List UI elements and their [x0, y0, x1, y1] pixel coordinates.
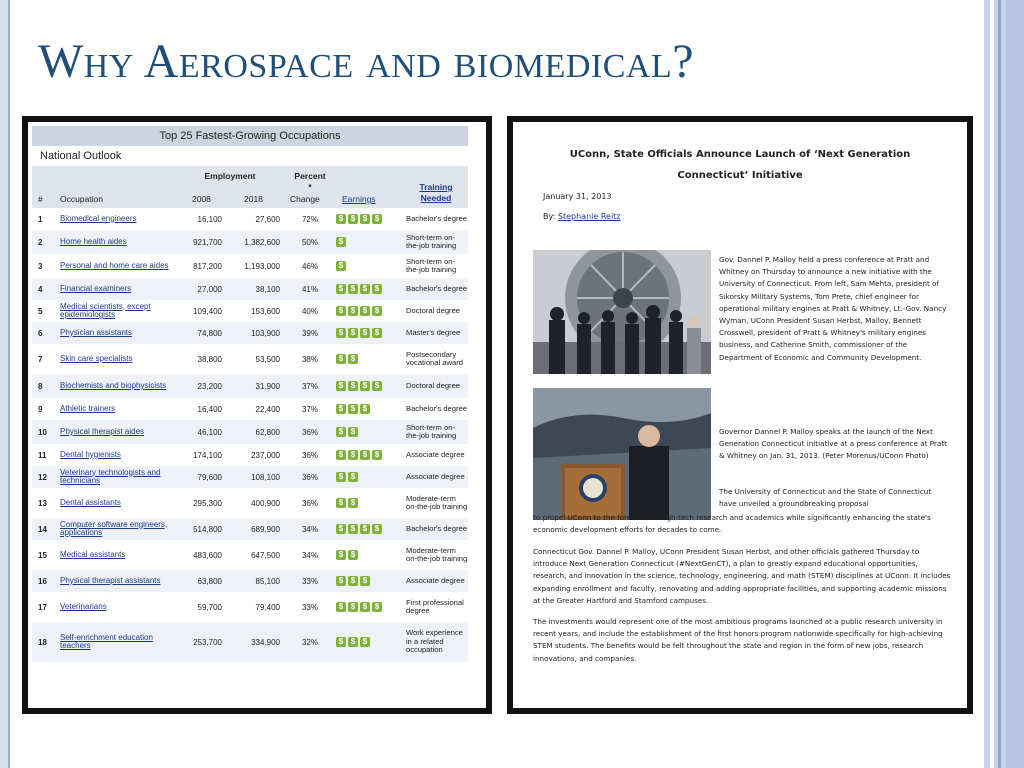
training-needed: Associate degree	[406, 449, 465, 459]
employment-2008: 253,700	[193, 637, 222, 647]
earnings-rating	[336, 208, 384, 230]
row-number: 16	[38, 576, 47, 586]
earnings-rating	[336, 518, 384, 540]
header-employment: Employment	[204, 171, 256, 181]
dollar-icon: $	[336, 498, 346, 508]
header-earnings: Earnings	[342, 194, 376, 204]
dollar-icon: $	[360, 576, 370, 586]
percent-change: 46%	[301, 261, 318, 271]
occupations-table-image	[22, 116, 492, 714]
row-number: 10	[38, 427, 47, 437]
dollar-icon: $	[360, 602, 370, 612]
press-conference-photo	[533, 250, 711, 374]
training-needed: Moderate-term on-the-job training	[406, 545, 468, 563]
occupation-link[interactable]: Dental hygienists	[60, 449, 121, 459]
dollar-icon: $	[336, 450, 346, 460]
employment-2018: 153,600	[251, 306, 280, 316]
row-number: 13	[38, 498, 47, 508]
row-number: 6	[38, 328, 43, 338]
table-row	[32, 444, 468, 466]
percent-change: 36%	[301, 450, 318, 460]
dollar-icon: $	[348, 427, 358, 437]
dollar-icon: $	[360, 381, 370, 391]
occupation-link[interactable]: Veterinary technologists and technicians	[60, 467, 161, 485]
employment-2008: 921,700	[193, 237, 222, 247]
training-needed: Associate degree	[406, 471, 465, 481]
dollar-icon: $	[348, 284, 358, 294]
slide-left-border	[0, 0, 10, 768]
percent-change: 32%	[301, 637, 318, 647]
row-number: 11	[38, 450, 47, 460]
header-change: Change	[290, 194, 320, 204]
row-number: 17	[38, 602, 47, 612]
earnings-rating	[336, 278, 384, 300]
dollar-icon: $	[348, 472, 358, 482]
training-needed: Short-term on-the-job training	[406, 422, 457, 440]
slide-title: Why Aerospace and biomedical?	[38, 35, 695, 88]
employment-2018: 38,100	[255, 284, 280, 294]
employment-2008: 27,000	[197, 284, 222, 294]
percent-change: 36%	[301, 472, 318, 482]
article-title: UConn, State Officials Announce Launch of ‘Next Generation Connecticut’ Initiative	[569, 149, 911, 181]
header-occupation: Occupation	[60, 194, 103, 204]
training-needed: Bachelor's degree	[406, 213, 467, 223]
row-number: 15	[38, 550, 47, 560]
earnings-rating	[336, 540, 360, 570]
table-row	[32, 278, 468, 300]
employment-2008: 514,800	[193, 524, 222, 534]
percent-change: 36%	[301, 498, 318, 508]
dollar-icon: $	[336, 306, 346, 316]
byline-label: By:	[543, 212, 556, 221]
dollar-icon: $	[372, 524, 382, 534]
dollar-icon: $	[348, 381, 358, 391]
training-needed: Master's degree	[406, 327, 461, 337]
row-number: 12	[38, 472, 47, 482]
percent-change: 34%	[301, 524, 318, 534]
percent-change: 37%	[301, 381, 318, 391]
dollar-icon: $	[336, 404, 346, 414]
table-row	[32, 300, 468, 322]
earnings-rating	[336, 322, 384, 344]
article-date: January 31, 2013	[543, 192, 612, 201]
dollar-icon: $	[372, 328, 382, 338]
dollar-icon: $	[336, 328, 346, 338]
training-needed: Doctoral degree	[406, 380, 461, 390]
employment-2008: 483,600	[193, 550, 222, 560]
dollar-icon: $	[348, 524, 358, 534]
occupation-link[interactable]: Biochemists and biophysicists	[60, 380, 167, 390]
employment-2008: 59,700	[197, 602, 222, 612]
dollar-icon: $	[336, 261, 346, 271]
training-needed: Bachelor's degree	[406, 403, 467, 413]
table-row	[32, 208, 468, 230]
earnings-rating	[336, 398, 372, 420]
training-needed: Associate degree	[406, 575, 465, 585]
dollar-icon: $	[360, 404, 370, 414]
occupation-link[interactable]: Biomedical engineers	[60, 213, 137, 223]
employment-2018: 85,100	[255, 576, 280, 586]
employment-2018: 31,900	[255, 381, 280, 391]
employment-2008: 817,200	[193, 261, 222, 271]
occupation-link[interactable]: Veterinarians	[60, 601, 107, 611]
percent-change: 37%	[301, 404, 318, 414]
row-number: 9	[38, 404, 43, 414]
row-number: 18	[38, 637, 47, 647]
row-number: 3	[38, 261, 43, 271]
employment-2008: 38,800	[197, 354, 222, 364]
article-byline	[543, 212, 621, 221]
article-paragraph-3: The investments would represent one of the most ambitious programs launched at a public research university in recent years, and include the establishment of the first honors program nationwide specifically for high-achieving STEM students. The benefits would be felt throughout the state and region in the form of new jobs, research innovations, and companies.	[533, 617, 943, 663]
earnings-rating	[336, 420, 360, 444]
earnings-rating	[336, 570, 372, 592]
dollar-icon: $	[372, 306, 382, 316]
employment-2018: 647,500	[251, 550, 280, 560]
training-needed: Moderate-term on-the-job training	[406, 493, 468, 511]
dollar-icon: $	[372, 284, 382, 294]
dollar-icon: $	[360, 328, 370, 338]
dollar-icon: $	[348, 306, 358, 316]
table-row	[32, 344, 468, 374]
training-needed: First professional degree	[406, 597, 464, 615]
occupation-link[interactable]: Physical therapist aides	[60, 426, 145, 436]
dollar-icon: $	[372, 381, 382, 391]
dollar-icon: $	[348, 498, 358, 508]
training-needed: Doctoral degree	[406, 305, 461, 315]
table-subtitle: National Outlook	[40, 150, 122, 162]
occupation-link[interactable]: Financial examiners	[60, 283, 132, 293]
employment-2008: 23,200	[197, 381, 222, 391]
article-paragraph-1: to propel UConn to the forefront of high-tech research and academics while significantly enhancing the state's economic development efforts for decades to come.	[533, 513, 931, 535]
dollar-icon: $	[360, 637, 370, 647]
dollar-icon: $	[336, 214, 346, 224]
header-percent-star: *	[308, 182, 312, 192]
earnings-rating	[336, 300, 384, 322]
dollar-icon: $	[348, 214, 358, 224]
employment-2008: 63,800	[197, 576, 222, 586]
occupation-link[interactable]: Athletic trainers	[60, 403, 116, 413]
employment-2018: 237,000	[251, 450, 280, 460]
training-needed: Short-term on-the-job training	[406, 256, 457, 274]
dollar-icon: $	[372, 214, 382, 224]
earnings-rating	[336, 344, 360, 374]
dollar-icon: $	[336, 237, 346, 247]
table-row	[32, 488, 468, 518]
header-2018: 2018	[244, 194, 263, 204]
photo2-caption: Governor Dannel P. Malloy speaks at the launch of the Next Generation Connecticut initiative at a press conference at Pratt & Whitney on Jan. 31, 2013. (Peter Morenus/UConn Photo)	[719, 427, 948, 461]
table-row	[32, 254, 468, 278]
occupation-link[interactable]: Home health aides	[60, 236, 127, 246]
dollar-icon: $	[348, 602, 358, 612]
table-row	[32, 322, 468, 344]
employment-2018: 62,800	[255, 427, 280, 437]
header-2008: 2008	[192, 194, 211, 204]
training-needed: Work experience in a related occupation	[406, 628, 463, 655]
table-row	[32, 540, 468, 570]
row-number: 8	[38, 381, 43, 391]
governor-speech-photo	[533, 388, 711, 520]
table-title: Top 25 Fastest-Growing Occupations	[32, 126, 468, 146]
employment-2018: 79,400	[255, 602, 280, 612]
row-number: 1	[38, 214, 43, 224]
news-article-image	[507, 116, 973, 714]
dollar-icon: $	[360, 214, 370, 224]
dollar-icon: $	[360, 524, 370, 534]
row-number: 4	[38, 284, 43, 294]
dollar-icon: $	[336, 427, 346, 437]
dollar-icon: $	[372, 602, 382, 612]
dollar-icon: $	[348, 550, 358, 560]
dollar-icon: $	[372, 450, 382, 460]
table-row	[32, 466, 468, 488]
earnings-rating	[336, 254, 348, 278]
percent-change: 41%	[301, 284, 318, 294]
percent-change: 34%	[301, 550, 318, 560]
table-row	[32, 592, 468, 622]
dollar-icon: $	[336, 381, 346, 391]
employment-2018: 1,382,600	[244, 237, 280, 247]
dollar-icon: $	[348, 637, 358, 647]
slide-right-border	[984, 0, 1024, 768]
dollar-icon: $	[348, 576, 358, 586]
employment-2008: 109,400	[193, 306, 222, 316]
table-body	[32, 208, 468, 662]
header-num: #	[38, 194, 43, 204]
author-link[interactable]: Stephanie Reitz	[557, 212, 621, 221]
employment-2018: 1,193,000	[244, 261, 280, 271]
dollar-icon: $	[336, 354, 346, 364]
table-row	[32, 374, 468, 398]
table-row	[32, 570, 468, 592]
employment-2008: 16,100	[197, 214, 222, 224]
percent-change: 50%	[301, 237, 318, 247]
employment-2008: 16,400	[197, 404, 222, 414]
percent-change: 38%	[301, 354, 318, 364]
occupation-link[interactable]: Medical assistants	[60, 549, 126, 559]
table-row	[32, 230, 468, 254]
header-training-2: Needed	[420, 193, 452, 203]
earnings-rating	[336, 488, 360, 518]
occupation-link[interactable]: Skin care specialists	[60, 353, 133, 363]
training-needed: Postsecondary vocational award	[406, 349, 463, 367]
occupation-link[interactable]: Dental assistants	[60, 497, 121, 507]
employment-2008: 46,100	[197, 427, 222, 437]
percent-change: 40%	[301, 306, 318, 316]
earnings-rating	[336, 444, 384, 466]
dollar-icon: $	[336, 550, 346, 560]
training-needed: Short-term on-the-job training	[406, 232, 457, 250]
row-number: 7	[38, 354, 43, 364]
employment-2018: 27,600	[255, 214, 280, 224]
occupation-link[interactable]: Physical therapist assistants	[60, 575, 161, 585]
occupation-link[interactable]: Personal and home care aides	[60, 260, 169, 270]
employment-2018: 400,900	[251, 498, 280, 508]
dollar-icon: $	[336, 602, 346, 612]
earnings-rating	[336, 230, 348, 254]
percent-change: 33%	[301, 576, 318, 586]
percent-change: 36%	[301, 427, 318, 437]
employment-2018: 334,900	[251, 637, 280, 647]
dollar-icon: $	[360, 284, 370, 294]
employment-2008: 174,100	[193, 450, 222, 460]
dollar-icon: $	[348, 404, 358, 414]
percent-change: 33%	[301, 602, 318, 612]
occupation-link[interactable]: Physician assistants	[60, 327, 133, 337]
dollar-icon: $	[336, 524, 346, 534]
table-row	[32, 420, 468, 444]
employment-2018: 108,100	[251, 472, 280, 482]
occupation-link[interactable]: Self-enrichment education teachers	[60, 632, 153, 650]
photo1-caption: Gov. Dannel P. Malloy held a press conference at Pratt and Whitney on Thursday to announce a new initiative with the University of Connecticut. From left, Sam Mehta, president of Sikorsky Military Systems, Tom Prete, chief engineer for operational military engines at Pratt & Whitney, Lt.-Gov. Nancy Wyman, UConn President Susan Herbst, Malloy, Bennett Crosswell, president of Pratt & Whitney's military engines business, and Catherine Smith, commissioner of the Department of Economic and Community Development.	[719, 255, 947, 362]
table-row	[32, 622, 468, 662]
dollar-icon: $	[348, 328, 358, 338]
header-training-1: Training	[419, 182, 453, 192]
article-paragraph-2: Connecticut Gov. Dannel P. Malloy, UConn President Susan Herbst, and other officials gathered Thursday to introduce Next Generation Connecticut (#NextGenCT), a plan to greatly expand educational opportunities, research, and innovation in the science, technology, engineering, and math (STEM) disciplines at UConn. It includes expanding enrollment and faculty, renovating and adding appropriate facilities, and supporting academic missions at the Greater Hartford and Stamford campuses.	[533, 547, 951, 605]
dollar-icon: $	[360, 306, 370, 316]
training-needed: Bachelor's degree	[406, 523, 467, 533]
percent-change: 39%	[301, 328, 318, 338]
row-number: 2	[38, 237, 43, 247]
table-header	[32, 166, 468, 208]
table-row	[32, 518, 468, 540]
dollar-icon: $	[360, 450, 370, 460]
article-intro: The University of Connecticut and the State of Connecticut have unveiled a groundbreaking proposal	[719, 487, 932, 509]
occupation-link[interactable]: Computer software engineers, applications	[60, 519, 168, 537]
dollar-icon: $	[348, 450, 358, 460]
earnings-rating	[336, 374, 384, 398]
employment-2018: 103,900	[251, 328, 280, 338]
dollar-icon: $	[336, 472, 346, 482]
row-number: 14	[38, 524, 47, 534]
dollar-icon: $	[336, 284, 346, 294]
employment-2018: 22,400	[255, 404, 280, 414]
employment-2008: 74,800	[197, 328, 222, 338]
earnings-rating	[336, 466, 360, 488]
table-row	[32, 398, 468, 420]
dollar-icon: $	[336, 637, 346, 647]
earnings-rating	[336, 592, 384, 622]
dollar-icon: $	[348, 354, 358, 364]
percent-change: 72%	[301, 214, 318, 224]
employment-2018: 53,500	[255, 354, 280, 364]
occupation-link[interactable]: Medical scientists, except epidemiologists	[60, 301, 151, 319]
earnings-rating	[336, 622, 372, 662]
header-percent: Percent	[294, 171, 326, 181]
training-needed: Bachelor's degree	[406, 283, 467, 293]
dollar-icon: $	[336, 576, 346, 586]
row-number: 5	[38, 306, 43, 316]
employment-2008: 79,600	[197, 472, 222, 482]
employment-2018: 689,900	[251, 524, 280, 534]
employment-2008: 295,300	[193, 498, 222, 508]
